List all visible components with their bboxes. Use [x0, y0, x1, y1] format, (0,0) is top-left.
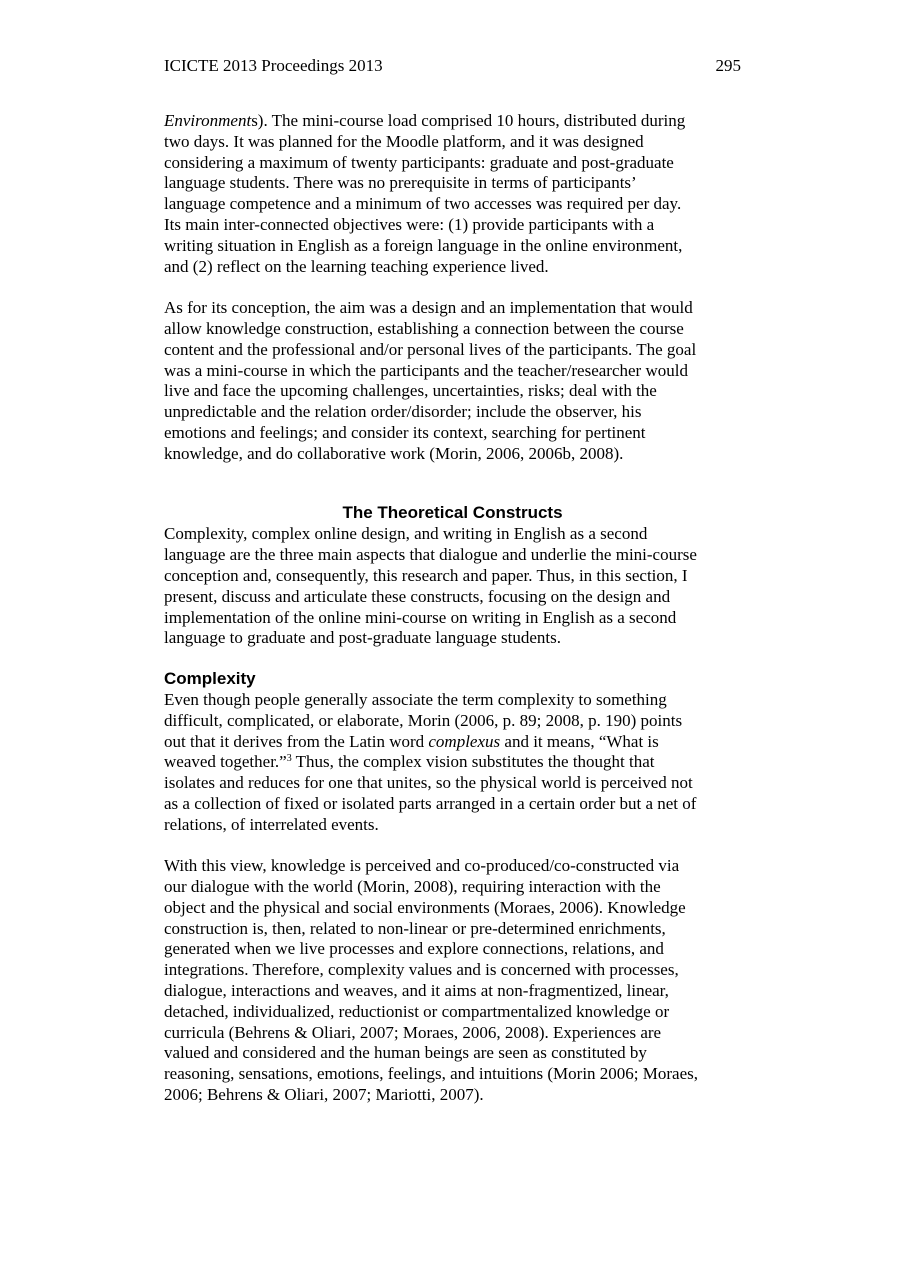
paragraph-course-conception	[164, 298, 741, 464]
text-line: Complexity, complex online design, and writing in English as a second	[164, 524, 648, 544]
text-line: isolates and reduces for one that unites, so the physical world is perceived not	[164, 773, 693, 793]
text-line: language competence and a minimum of two accesses was required per day.	[164, 194, 682, 214]
header-proceedings-title: ICICTE 2013 Proceedings 2013	[164, 56, 383, 75]
footnote-marker[interactable]: 3	[286, 753, 292, 765]
text-line: content and the professional and/or personal lives of the participants. The goal	[164, 339, 697, 359]
text-line: implementation of the online mini-course on writing in English as a second	[164, 607, 677, 627]
running-header	[164, 54, 741, 78]
text-line: conception and, consequently, this research and paper. Thus, in this section, I	[164, 565, 688, 585]
text-fragment: s). The mini-course load comprised 10 hours, distributed during	[251, 111, 686, 130]
header-page-number: 295	[715, 56, 741, 75]
paragraph-complexity-definition	[164, 690, 741, 836]
text-line: present, discuss and articulate these constructs, focusing on the design and	[164, 586, 671, 606]
section-gap	[164, 649, 741, 669]
text-fragment: Thus, the complex vision substitutes the thought that	[291, 752, 655, 772]
text-line: emotions and feelings; and consider its context, searching for pertinent	[164, 422, 646, 442]
text-line: knowledge, and do collaborative work (Morin, 2006, 2006b, 2008).	[164, 443, 624, 463]
paragraph-gap	[164, 836, 741, 857]
paragraph-course-description	[164, 111, 741, 277]
text-line: writing situation in English as a foreign language in the online environment,	[164, 235, 683, 255]
italic-word: Environment	[164, 111, 252, 130]
page-body	[164, 111, 741, 1106]
paragraph-knowledge-construction	[164, 856, 741, 1106]
text-line: and (2) reflect on the learning teaching experience lived.	[164, 256, 549, 276]
text-line: With this view, knowledge is perceived and co-produced/co-constructed via	[164, 856, 680, 876]
text-line: language students. There was no prerequisite in terms of participants’	[164, 173, 637, 193]
text-line: live and face the upcoming challenges, uncertainties, risks; deal with the	[164, 381, 657, 401]
text-line: detached, individualized, reductionist or compartmentalized knowledge or	[164, 1001, 670, 1021]
text-fragment: out that it derives from the Latin word	[164, 731, 429, 751]
text-line: unpredictable and the relation order/disorder; include the observer, his	[164, 402, 642, 422]
text-line: integrations. Therefore, complexity values and is concerned with processes,	[164, 960, 679, 980]
text-line: two days. It was planned for the Moodle platform, and it was designed	[164, 131, 644, 151]
text-line: dialogue, interactions and weaves, and it aims at non-fragmentized, linear,	[164, 981, 669, 1001]
text-line: 2006; Behrens & Oliari, 2007; Mariotti, 2007).	[164, 1085, 484, 1105]
text-line	[164, 732, 741, 753]
text-line: As for its conception, the aim was a design and an implementation that would	[164, 298, 693, 318]
text-line: generated when we live processes and explore connections, relations, and	[164, 939, 664, 959]
section-gap	[164, 465, 741, 503]
subsection-heading: Complexity	[164, 669, 256, 689]
section-title: The Theoretical Constructs	[342, 502, 563, 522]
text-line: language to graduate and post-graduate language students.	[164, 628, 562, 648]
text-line: Even though people generally associate the term complexity to something	[164, 689, 667, 709]
text-line	[164, 111, 741, 132]
text-line: as a collection of fixed or isolated parts arranged in a certain order but a net of	[164, 793, 697, 813]
text-line: allow knowledge construction, establishing a connection between the course	[164, 318, 684, 338]
text-line: construction is, then, related to non-linear or pre-determined enrichments,	[164, 918, 666, 938]
text-line: curricula (Behrens & Oliari, 2007; Moraes, 2006, 2008). Experiences are	[164, 1022, 662, 1042]
text-line: was a mini-course in which the participants and the teacher/researcher would	[164, 360, 688, 380]
text-line: relations, of interrelated events.	[164, 814, 379, 834]
paragraph-gap	[164, 277, 741, 298]
text-line: reasoning, sensations, emotions, feelings, and intuitions (Morin 2006; Moraes,	[164, 1064, 699, 1084]
text-line: our dialogue with the world (Morin, 2008), requiring interaction with the	[164, 877, 661, 897]
text-fragment: weaved together.”	[164, 752, 287, 772]
italic-word: complexus	[428, 731, 501, 751]
text-line: Its main inter-connected objectives were: (1) provide participants with a	[164, 214, 655, 234]
text-line: considering a maximum of twenty participants: graduate and post-graduate	[164, 152, 674, 172]
text-line: language are the three main aspects that dialogue and underlie the mini-course	[164, 545, 697, 565]
text-line: difficult, complicated, or elaborate, Morin (2006, p. 89; 2008, p. 190) points	[164, 710, 683, 730]
text-line	[164, 752, 741, 773]
text-line: object and the physical and social environments (Moraes, 2006). Knowledge	[164, 897, 686, 917]
paragraph-constructs-intro	[164, 524, 741, 649]
text-fragment: and it means, “What is	[500, 731, 659, 751]
text-line: valued and considered and the human beings are seen as constituted by	[164, 1043, 647, 1063]
